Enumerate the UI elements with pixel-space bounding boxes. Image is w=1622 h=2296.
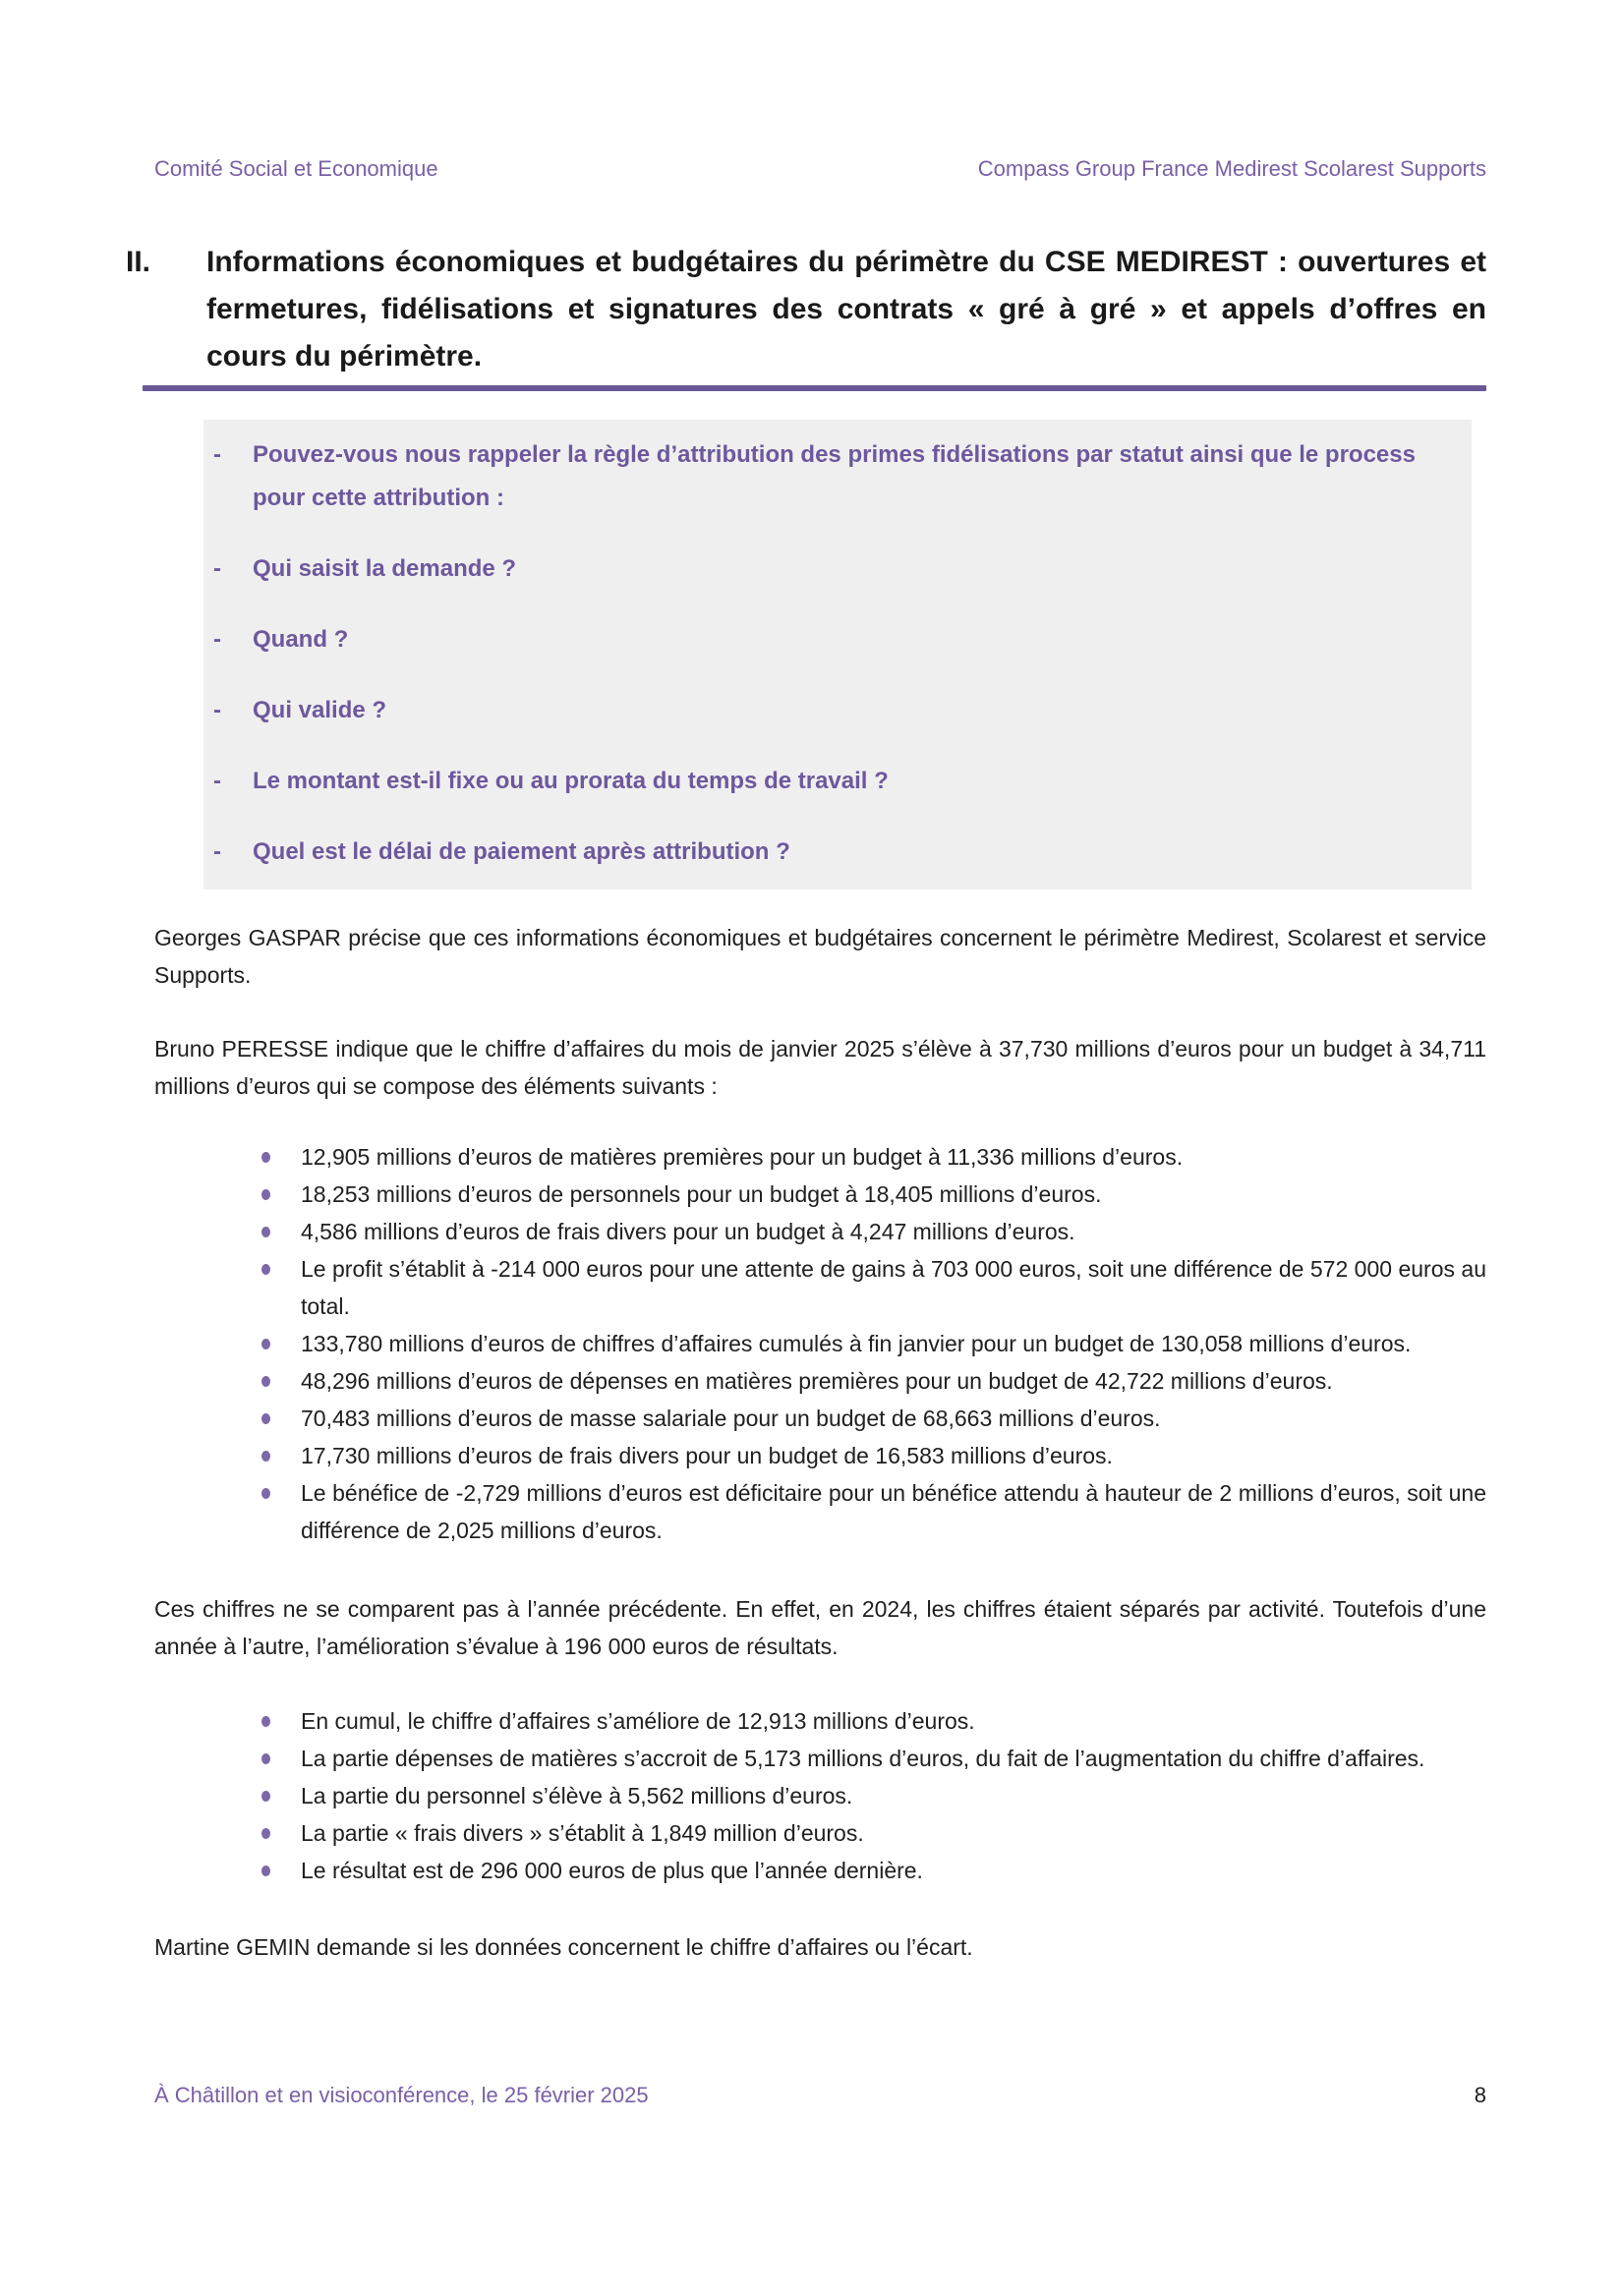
page-footer — [154, 2082, 1486, 2109]
header-committee-name: Comité Social et Economique — [154, 156, 438, 181]
question-item — [203, 760, 1472, 803]
question-item — [203, 689, 1472, 732]
list-item-text: Le bénéfice de -2,729 millions d’euros est déficitaire pour un bénéfice attendu à hauteur de 2 millions d’euros, soit une différence de 2,025 millions d’euros. — [301, 1480, 1486, 1543]
bullet-icon — [260, 1176, 301, 1213]
bullet-icon — [260, 1814, 301, 1852]
list-item — [154, 1777, 1486, 1814]
bullet-icon — [260, 1138, 301, 1176]
page-number: 8 — [1474, 2083, 1486, 2107]
list-item — [154, 1138, 1486, 1176]
list-item — [154, 1250, 1486, 1325]
bullet-icon — [260, 1213, 301, 1250]
list-item-text: 12,905 millions d’euros de matières premières pour un budget à 11,336 millions d’euros. — [301, 1144, 1184, 1170]
section-title — [126, 239, 1486, 380]
dash-marker: - — [213, 768, 221, 794]
bullet-icon — [260, 1702, 301, 1740]
list-item — [154, 1740, 1486, 1777]
list-item — [154, 1325, 1486, 1362]
paragraph-comparison: Ces chiffres ne se comparent pas à l’année précédente. En effet, en 2024, les chiffres étaient séparés par activité. Toutefois d’une année à l’autre, l’amélioration s’évalue à 196 000 euros de résultats. — [154, 1596, 1486, 1659]
list-item-text: 133,780 millions d’euros de chiffres d’affaires cumulés à fin janvier pour un budget de 130,058 millions d’euros. — [301, 1331, 1412, 1356]
financial-bullet-list — [154, 1138, 1486, 1549]
footer-location-date: À Châtillon et en visioconférence, le 25 février 2025 — [154, 2083, 649, 2107]
paragraph-gaspar: Georges GASPAR précise que ces informations économiques et budgétaires concernent le périmètre Medirest, Scolarest et service Supports. — [154, 925, 1486, 988]
question-text: Pouvez-vous nous rappeler la règle d’attribution des primes fidélisations par statut ainsi que le process pour cette attribution : — [253, 441, 1416, 511]
question-text: Quand ? — [253, 626, 349, 653]
list-item — [154, 1176, 1486, 1213]
question-item — [203, 618, 1472, 661]
question-item — [203, 831, 1472, 874]
list-item-text: Le résultat est de 296 000 euros de plus que l’année dernière. — [301, 1858, 923, 1883]
list-item — [154, 1702, 1486, 1740]
questions-box — [203, 420, 1472, 890]
question-item — [203, 433, 1472, 520]
bullet-icon — [260, 1362, 301, 1400]
question-text: Qui saisit la demande ? — [253, 555, 517, 582]
list-item-text: 18,253 millions d’euros de personnels pour un budget à 18,405 millions d’euros. — [301, 1181, 1102, 1207]
list-item-text: La partie dépenses de matières s’accroit de 5,173 millions d’euros, du fait de l’augmentation du chiffre d’affaires. — [301, 1746, 1425, 1771]
list-item-text: 17,730 millions d’euros de frais divers pour un budget de 16,583 millions d’euros. — [301, 1443, 1113, 1468]
list-item — [154, 1474, 1486, 1549]
question-item — [203, 547, 1472, 591]
dash-marker: - — [213, 555, 221, 582]
paragraph-peresse: Bruno PERESSE indique que le chiffre d’affaires du mois de janvier 2025 s’élève à 37,730 millions d’euros pour un budget à 34,711 millions d’euros qui se compose des éléments suivants : — [154, 1036, 1486, 1099]
bullet-icon — [260, 1250, 301, 1325]
dash-marker: - — [213, 838, 221, 865]
bullet-icon — [260, 1400, 301, 1437]
list-item-text: La partie du personnel s’élève à 5,562 millions d’euros. — [301, 1783, 853, 1808]
list-item — [154, 1852, 1486, 1889]
list-item-text: 4,586 millions d’euros de frais divers pour un budget à 4,247 millions d’euros. — [301, 1219, 1075, 1244]
list-item — [154, 1814, 1486, 1852]
list-item-text: La partie « frais divers » s’établit à 1,849 million d’euros. — [301, 1820, 864, 1846]
bullet-icon — [260, 1325, 301, 1362]
section-title-text: Informations économiques et budgétaires du périmètre du CSE MEDIREST : ouvertures et fermetures, fidélisations et signatures des contrats « gré à gré » et appels d’offres en cours du périmètre. — [206, 246, 1486, 373]
list-item-text: 70,483 millions d’euros de masse salariale pour un budget de 68,663 millions d’euros. — [301, 1406, 1161, 1431]
question-text: Qui valide ? — [253, 697, 387, 723]
list-item-text: En cumul, le chiffre d’affaires s’améliore de 12,913 millions d’euros. — [301, 1708, 975, 1734]
dash-marker: - — [213, 441, 221, 468]
list-item-text: 48,296 millions d’euros de dépenses en matières premières pour un budget de 42,722 millions d’euros. — [301, 1368, 1333, 1394]
list-item-text: Le profit s’établit à -214 000 euros pour une attente de gains à 703 000 euros, soit une différence de 572 000 euros au total. — [301, 1256, 1486, 1319]
document-body — [126, 239, 1486, 1966]
list-item — [154, 1213, 1486, 1250]
dash-marker: - — [213, 697, 221, 723]
cumulative-bullet-list — [154, 1702, 1486, 1889]
title-underline-rule — [143, 385, 1486, 391]
bullet-icon — [260, 1437, 301, 1474]
paragraph-gemin: Martine GEMIN demande si les données concernent le chiffre d’affaires ou l’écart. — [154, 1934, 973, 1960]
bullet-icon — [260, 1740, 301, 1777]
question-text: Le montant est-il fixe ou au prorata du temps de travail ? — [253, 768, 889, 794]
section-number: II. — [126, 246, 151, 278]
bullet-icon — [260, 1777, 301, 1814]
list-item — [154, 1400, 1486, 1437]
page-header — [154, 155, 1486, 183]
bullet-icon — [260, 1852, 301, 1889]
list-item — [154, 1437, 1486, 1474]
bullet-icon — [260, 1474, 301, 1549]
dash-marker: - — [213, 626, 221, 653]
header-company-name: Compass Group France Medirest Scolarest Supports — [977, 156, 1486, 181]
list-item — [154, 1362, 1486, 1400]
question-text: Quel est le délai de paiement après attribution ? — [253, 838, 790, 865]
